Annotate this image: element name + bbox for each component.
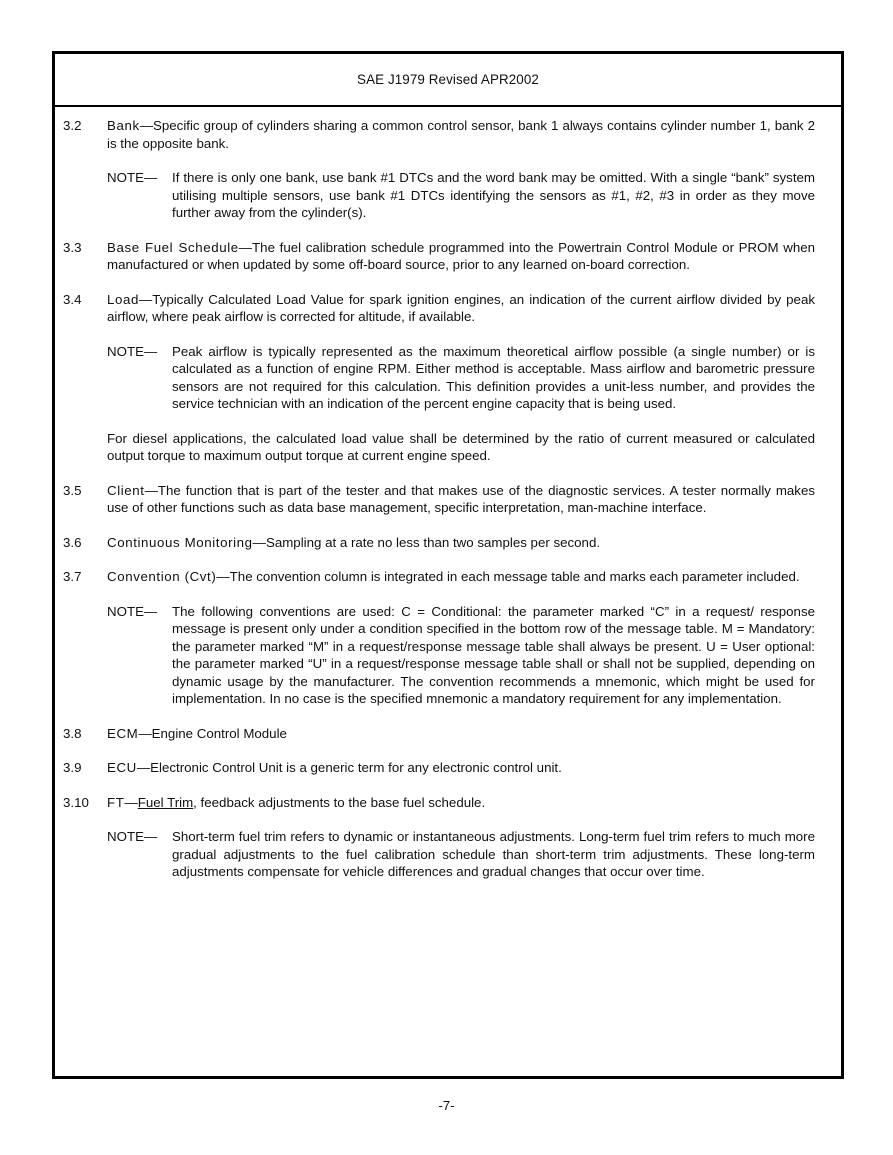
note-text: If there is only one bank, use bank #1 DTCs and the word bank may be omitted. With a single “bank” system utilising multiple sensors, use bank #1 DTCs identifying the sensors as #1, #2, #3 in order as they move further away from the cylinder(s). [172,170,815,220]
note-label: NOTE— [107,603,158,619]
note-label: NOTE— [107,829,158,844]
dash: — [138,725,152,741]
section-number: 3.2 [63,118,82,133]
note-3-4 [107,343,815,413]
definition-text: The function that is part of the tester and that makes use of the diagnostic services. A tester normally makes use of other functions such as data base management, specific interpretation, man-machine interface. [107,482,815,515]
term: FT [107,794,125,810]
definition-3-9 [63,759,815,777]
section-number: 3.4 [63,291,82,307]
definition-3-5 [63,482,815,517]
dash: — [138,291,153,307]
definition-text: Specific group of cylinders sharing a common control sensor, bank 1 always contains cylinder number 1, bank 2 is the opposite bank. [107,118,815,151]
section-number: 3.3 [63,239,82,255]
note-label: NOTE— [107,170,158,185]
definition-3-8 [63,725,815,743]
definition-text: , feedback adjustments to the base fuel schedule. [193,794,486,810]
section-number: 3.6 [63,534,82,550]
fuel-trim-underlined-term: Fuel Trim [137,794,194,810]
dash: — [136,760,151,775]
definition-3-3 [63,239,815,274]
section-number: 3.8 [63,725,82,741]
dash: — [216,569,230,584]
definition-text: Electronic Control Unit is a generic term for any electronic control unit. [150,760,562,775]
definition-3-10 [63,794,815,812]
term: Base Fuel Schedule [107,239,239,255]
dash: — [238,239,253,255]
dash: — [144,482,158,498]
dash: — [139,118,154,133]
definition-text: Typically Calculated Load Value for spark ignition engines, an indication of the current airflow divided by peak airflow, where peak airflow is corrected for altitude, if available. [107,291,815,324]
section-number: 3.10 [63,794,89,810]
definition-text: The fuel calibration schedule programmed into the Powertrain Control Module or PROM when manufactured or when updated by some off-board source, prior to any learned on-board correction. [107,239,815,272]
term: Continuous Monitoring [107,534,253,550]
term: Convention (Cvt) [107,569,217,584]
document-title: SAE J1979 Revised APR2002 [357,72,539,87]
note-3-7 [107,603,815,708]
definition-text: Engine Control Module [151,725,287,741]
page-frame [52,51,844,1079]
definition-3-6 [63,534,815,552]
note-3-10 [107,828,815,881]
term: Client [107,482,145,498]
definition-text: The convention column is integrated in each message table and marks each parameter included. [229,569,800,584]
definition-text: Sampling at a rate no less than two samples per second. [265,534,601,550]
page-number: -7- [438,1098,455,1113]
section-number: 3.7 [63,569,82,584]
term: Bank [107,118,140,133]
note-text: Short-term fuel trim refers to dynamic or instantaneous adjustments. Long-term fuel trim refers to much more gradual adjustments to the fuel calibration schedule than short-term trim adjustments. These long-term adjustments compensate for vehicle differences and gradual changes that occur over time. [172,829,815,879]
definition-3-7 [63,568,815,586]
section-number: 3.5 [63,482,82,498]
definitions-list [55,107,841,881]
note-3-2 [107,169,815,222]
dash: — [252,534,266,550]
note-label: NOTE— [107,343,158,359]
note-text: The following conventions are used: C = Conditional: the parameter marked “C” in a request/ response message is present only under a condition specified in the bottom row of the message table. M = Mandatory: the parameter marked “M” in a request/response message table shall always be present. U = User optional: the parameter marked “U” in a request/response message table shall or shall not be supplied, depending on dynamic usage by the manufacturer. The convention recommends a mnemonic, which might be used for implementation. In no case is the specified mnemonic a mandatory requirement for any implementation. [172,603,815,706]
dash: — [124,794,138,810]
diesel-paragraph: For diesel applications, the calculated load value shall be determined by the ratio of current measured or calculated output torque to maximum output torque at current engine speed. [107,430,815,463]
term: Load [107,291,139,307]
definition-3-2 [63,117,815,152]
section-number: 3.9 [63,760,82,775]
definition-3-4 [63,291,815,326]
term: ECU [107,760,137,775]
note-text: Peak airflow is typically represented as the maximum theoretical airflow possible (a single number) or is calculated as a function of engine RPM. Either method is acceptable. Mass airflow and barometric pressure sensors are not required for this calculation. This definition provides a unit-less number, and provides the service technician with an indication of the percent engine capacity that is being used. [172,343,815,411]
term: ECM [107,725,139,741]
page-header [55,54,841,107]
